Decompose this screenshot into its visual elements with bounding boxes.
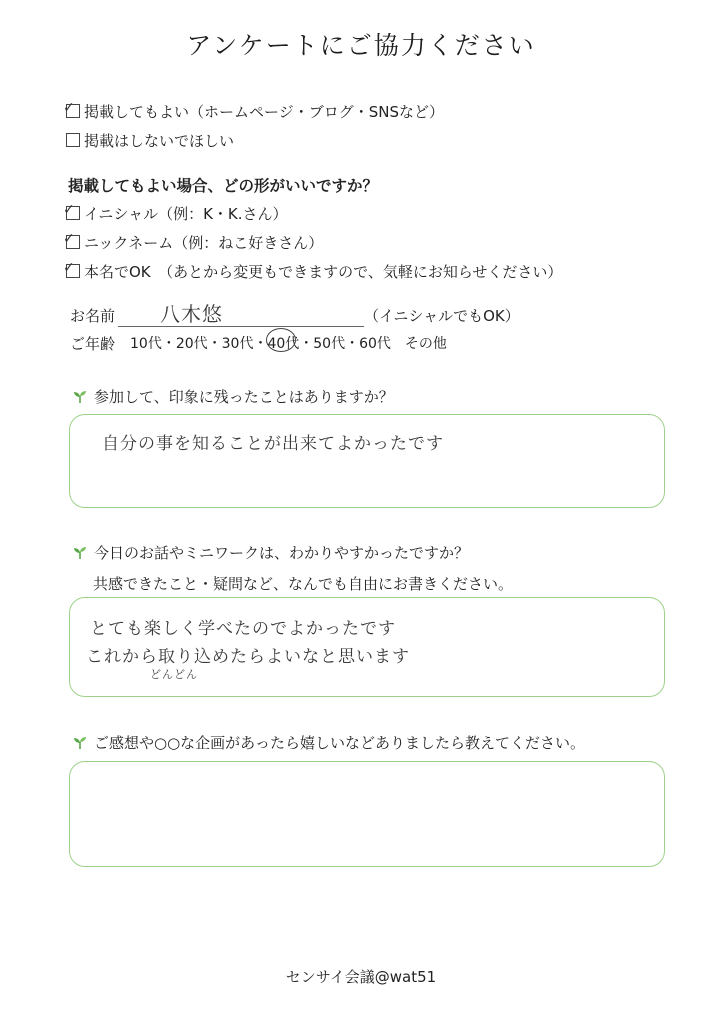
format-option-label: ニックネーム（例：ねこ好きさん） bbox=[84, 234, 324, 252]
format-option-initial[interactable] bbox=[63, 202, 288, 224]
check-mark-icon: ✓ bbox=[63, 231, 75, 247]
permission-ng-checkbox[interactable] bbox=[66, 133, 80, 147]
check-mark-icon: ✓ bbox=[63, 100, 75, 116]
q3-question: ご感想や○○な企画があったら嬉しいなどありましたら教えてください。 bbox=[94, 734, 586, 752]
q2-answer-line3: どんどん bbox=[150, 668, 198, 681]
format-option-label: 本名でOK （あとから変更もできますので、気軽にお知らせください） bbox=[84, 263, 563, 281]
format-option-realname[interactable] bbox=[63, 260, 563, 282]
q2-heading bbox=[72, 542, 469, 563]
q2-answer-line2: これから取り込めたらよいなと思います bbox=[86, 647, 410, 667]
age-label: ご年齢 bbox=[70, 335, 116, 353]
q2-subtext: 共感できたこと・疑問など、なんでも自由にお書きください。 bbox=[93, 575, 514, 593]
name-field[interactable]: 八木悠 bbox=[160, 302, 223, 326]
permission-ng-label: 掲載はしないでほしい bbox=[84, 132, 235, 150]
q1-answer-text: 自分の事を知ることが出来てよかったです bbox=[102, 434, 444, 454]
q3-heading bbox=[72, 732, 585, 753]
age-selected-circle bbox=[266, 328, 296, 352]
check-mark-icon: ✓ bbox=[63, 202, 75, 218]
name-label: お名前 bbox=[70, 307, 116, 325]
name-underline bbox=[118, 326, 364, 327]
format-option-nickname[interactable] bbox=[63, 231, 324, 253]
sprout-icon bbox=[72, 544, 88, 560]
format-realname-checkbox[interactable] bbox=[63, 260, 80, 278]
permission-ok-label: 掲載してもよい（ホームページ・ブログ・SNSなど） bbox=[84, 103, 444, 121]
format-option-label: イニシャル（例：K・K.さん） bbox=[84, 205, 288, 223]
permission-ng-row[interactable] bbox=[66, 130, 234, 151]
q1-heading bbox=[72, 386, 394, 407]
q2-question: 今日のお話やミニワークは、わかりやすかったですか？ bbox=[94, 544, 470, 562]
permission-ok-row[interactable] bbox=[63, 100, 444, 122]
q2-answer-line1: とても楽しく学べたのでよかったです bbox=[90, 619, 396, 639]
footer-text: センサイ会議@wat51 bbox=[285, 968, 437, 986]
sprout-icon bbox=[72, 388, 88, 404]
permission-ok-checkbox[interactable] bbox=[63, 100, 80, 118]
q1-answer-box[interactable] bbox=[69, 414, 665, 508]
sprout-icon bbox=[72, 734, 88, 750]
age-options[interactable]: 10代・20代・30代・40代・50代・60代 その他 bbox=[130, 336, 447, 352]
format-question: 掲載してもよい場合、どの形がいいですか？ bbox=[68, 177, 379, 195]
check-mark-icon: ✓ bbox=[63, 260, 75, 276]
q1-question: 参加して、印象に残ったことはありますか？ bbox=[94, 388, 394, 406]
format-nickname-checkbox[interactable] bbox=[63, 231, 80, 249]
page-title: アンケートにご協力ください bbox=[186, 31, 536, 60]
q3-answer-box[interactable] bbox=[69, 761, 665, 867]
name-note: （イニシャルでもOK） bbox=[364, 307, 520, 325]
format-initial-checkbox[interactable] bbox=[63, 202, 80, 220]
q2-answer-box[interactable] bbox=[69, 597, 665, 697]
